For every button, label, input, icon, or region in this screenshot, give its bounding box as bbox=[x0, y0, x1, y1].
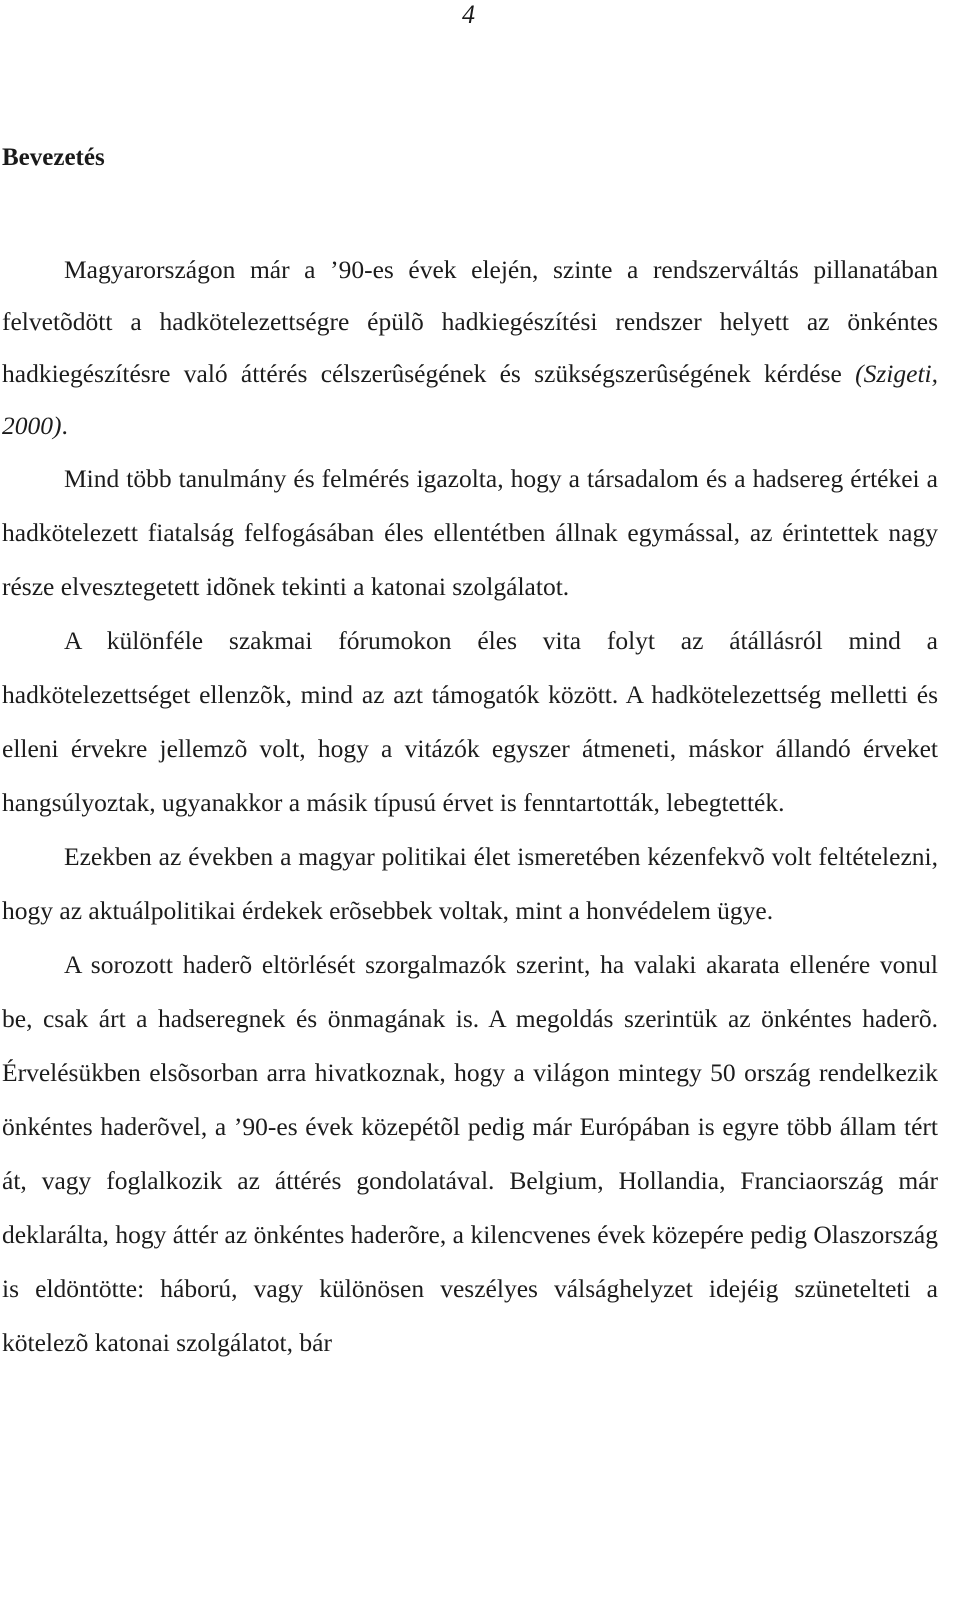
paragraph-1-text: Magyarországon már a ’90-es évek elején, szinte a rendszerváltás pillanatában felvetõdött a hadkötelezettségre épülõ hadkiegészítési rendszer helyett az önkéntes hadkiegészítésre való áttérés célszerûségének és szükségszerûségének kérdése bbox=[2, 255, 938, 388]
paragraph-3: A különféle szakmai fórumokon éles vita folyt az átállásról mind a hadkötelezettséget ellenzõk, mind az azt támogatók között. A hadkötelezettség melletti és elleni érvekre jellemzõ volt, hogy a vitázók egyszer átmeneti, máskor állandó érveket hangsúlyoztak, ugyanakkor a másik típusú érvet is fenntartották, lebegtették. bbox=[2, 626, 938, 817]
body-text bbox=[2, 244, 938, 1370]
paragraph-5: A sorozott haderõ eltörlését szorgalmazók szerint, ha valaki akarata ellenére vonul be, csak árt a hadseregnek és önmagának is. A megoldás szerintük az önkéntes haderõ. Érvelésükben elsõsorban arra hivatkoznak, hogy a világon mintegy 50 ország rendelkezik önkéntes haderõvel, a ’90-es évek közepétõl pedig már Európában is egyre több állam tért át, vagy foglalkozik az áttérés gondolatával. Belgium, Hollandia, Franciaország már deklarálta, hogy áttér az önkéntes haderõre, a kilencvenes évek közepére pedig Olaszország is eldöntötte: háború, vagy különösen veszélyes válsághelyzet idejéig szünetelteti a kötelezõ katonai szolgálatot, bár bbox=[2, 950, 938, 1357]
paragraph-1-end: . bbox=[61, 411, 68, 440]
page-number: 4 bbox=[462, 0, 475, 29]
paragraph-2: Mind több tanulmány és felmérés igazolta, hogy a társadalom és a hadsereg értékei a hadkötelezett fiatalság felfogásában éles ellentétben állnak egymással, az érintettek nagy része elvesztegetett idõnek tekinti a katonai szolgálatot. bbox=[2, 464, 938, 601]
section-heading: Bevezetés bbox=[2, 144, 105, 171]
paragraph-1 bbox=[2, 244, 938, 452]
citation: (Szigeti, 2000) bbox=[2, 359, 938, 440]
paragraph-4: Ezekben az években a magyar politikai élet ismeretében kézenfekvõ volt feltételezni, hogy az aktuálpolitikai érdekek erõsebbek voltak, mint a honvédelem ügye. bbox=[2, 842, 938, 925]
